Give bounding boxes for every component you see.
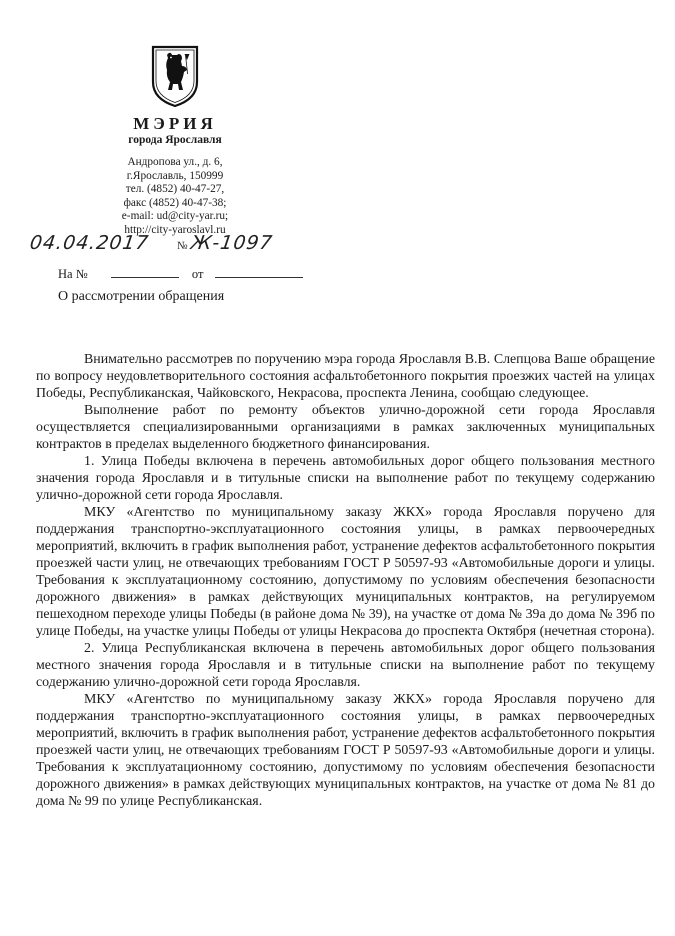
address-city-line: г.Ярославль, 150999 — [126, 169, 224, 182]
paragraph-general: Выполнение работ по ремонту объектов улично-дорожной сети города Ярославля осуществляется специализированными организациями в рамках заключенных муниципальных контрактов в пределах выделенного бюджетного финансирования. — [36, 403, 655, 452]
paragraph-item-2: 2. Улица Республиканская включена в перечень автомобильных дорог общего пользования местного значения города Ярославля и в титульные списки на выполнение работ по текущему содержанию улично-дорожной сети города Ярославля. — [36, 641, 655, 690]
registration-number-handwritten: Ж-1097 — [189, 232, 275, 254]
reference-number-label: На № — [58, 267, 88, 281]
letterhead — [95, 44, 255, 238]
letter-subject: О рассмотрении обращения — [58, 289, 225, 304]
reference-date-blank — [215, 265, 303, 278]
registration-line — [30, 228, 330, 262]
reference-line — [58, 265, 303, 282]
contact-block — [95, 156, 255, 238]
email-line: e-mail: ud@city-yar.ru; — [121, 210, 229, 223]
paragraph-item-1: 1. Улица Победы включена в перечень автомобильных дорог общего пользования местного значения города Ярославля и в титульные списки на выполнение работ по текущему содержанию улично-дорожной сети города Ярославля. — [36, 454, 655, 503]
registration-date-handwritten: 04.04.2017 — [28, 232, 151, 254]
reference-date-label: от — [191, 267, 204, 281]
org-subtitle: города Ярославля — [128, 134, 222, 146]
website-line: http://city-yaroslavl.ru — [124, 223, 226, 236]
org-name: МЭРИЯ — [133, 114, 217, 133]
phone-line: тел. (4852) 40-47-27, — [125, 183, 225, 196]
reference-number-blank — [111, 265, 179, 278]
fax-line: факс (4852) 40-47-38; — [123, 196, 227, 209]
paragraph-intro: Внимательно рассмотрев по поручению мэра города Ярославля В.В. Слепцова Ваше обращение по вопросу неудовлетворительного состояния асфальтобетонного покрытия проезжих частей на улицах Победы, Республиканская, Чайковского, Некрасова, проспекта Ленина, сообщаю следующее. — [36, 352, 655, 401]
paragraph-item-2-details: МКУ «Агентство по муниципальному заказу ЖКХ» города Ярославля поручено для поддержания транспортно-эксплуатационного состояния улицы, в рамках первоочередных мероприятий, включить в график выполнения работ, устранение дефектов асфальтобетонного покрытия проезжей части улиц, не отвечающих требованиям ГОСТ Р 50597-93 «Автомобильные дороги и улицы. Требования к эксплуатационному состоянию, допустимому по условиям обеспечения безопасности дорожного движения» в рамках действующих муниципальных контрактов, на участке от дома № 81 до дома № 99 по улице Республиканская. — [36, 692, 655, 809]
address-line: Андропова ул., д. 6, — [127, 156, 223, 168]
registration-number-label: № — [177, 240, 188, 252]
coat-of-arms-bear-icon — [150, 44, 200, 108]
letter-body — [36, 351, 655, 810]
paragraph-item-1-details: МКУ «Агентство по муниципальному заказу ЖКХ» города Ярославля поручено для поддержания транспортно-эксплуатационного состояния улицы, в рамках первоочередных мероприятий, включить в график выполнения работ, устранение дефектов асфальтобетонного покрытия проезжей части улиц, не отвечающих требованиям ГОСТ Р 50597-93 «Автомобильные дороги и улицы. Требования к эксплуатационному состоянию, допустимому по условиям обеспечения безопасности дорожного движения» в рамках действующих муниципальных контрактов, на регулируемом пешеходном переходе улицы Победы (в районе дома № 39), на участке от дома № 39а до дома № 39б по улице Победы, на участке улицы Победы от улицы Некрасова до проспекта Октября (нечетная сторона). — [36, 505, 655, 639]
